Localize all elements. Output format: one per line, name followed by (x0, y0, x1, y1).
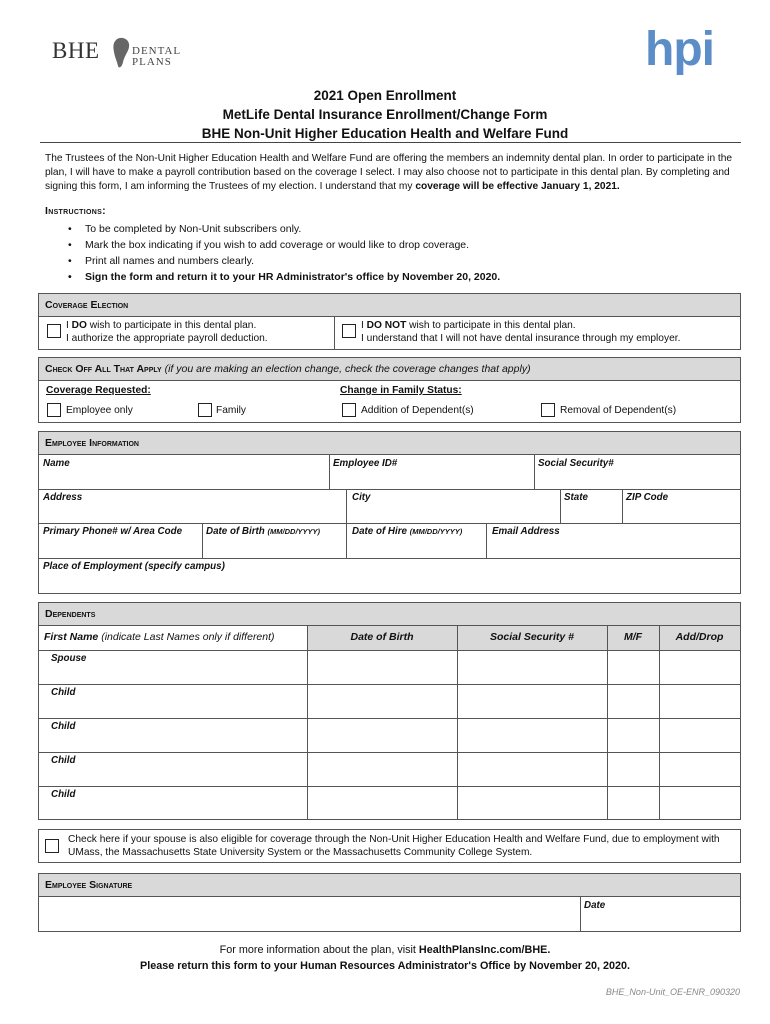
place-label: Place of Employment (specify campus) (43, 561, 225, 572)
col-first-name (44, 631, 275, 643)
row-divider (39, 718, 740, 719)
do-bold: DO (71, 320, 87, 331)
donot-prefix: I (361, 320, 367, 331)
coverage-election-heading: Coverage Election (39, 294, 740, 317)
divider (457, 626, 458, 819)
employee-information-heading: Employee Information (39, 432, 740, 455)
signature-date-field[interactable] (580, 897, 740, 931)
footer-info-prefix: For more information about the plan, visit (219, 944, 419, 956)
instruction-item: • Mark the box indicating if you wish to add coverage or would like to drop coverage. (68, 237, 500, 253)
title-line-3: BHE Non-Unit Higher Education Health and Welfare Fund (201, 126, 569, 141)
coverage-election-section (38, 293, 741, 350)
family-checkbox[interactable] (198, 403, 212, 417)
spouse-eligibility-section (38, 829, 741, 863)
do-not-participate-label (361, 320, 680, 345)
removal-of-dependents-checkbox[interactable] (541, 403, 555, 417)
dependent-row-child: Child (51, 755, 76, 766)
ssn-label: Social Security# (538, 458, 614, 469)
row-divider (39, 786, 740, 787)
check-off-heading (39, 358, 740, 381)
city-field[interactable] (346, 489, 560, 523)
check-off-title: Check Off All That Apply (45, 363, 162, 375)
col-social-security: Social Security # (489, 631, 575, 643)
date-of-hire-field[interactable] (346, 523, 486, 558)
row-divider (39, 650, 740, 651)
email-field[interactable] (486, 523, 740, 558)
dental-line: DENTAL (132, 45, 182, 57)
dob-label: Date of Birth (206, 526, 265, 537)
donot-line1: wish to participate in this dental plan. (406, 320, 576, 331)
footer-return-text: Please return this form to your Human Resources Administrator's Office by November 20, 2020. (140, 960, 630, 972)
signature-field[interactable] (39, 897, 580, 931)
divider (659, 626, 660, 819)
instruction-item: • Print all names and numbers clearly. (68, 253, 500, 269)
donot-line2: I understand that I will not have dental insurance through my employer. (361, 332, 681, 344)
plans-line: PLANS (132, 56, 172, 68)
coverage-requested-label: Coverage Requested: (46, 385, 151, 396)
place-of-employment-field[interactable] (39, 558, 740, 593)
name-field[interactable] (39, 455, 329, 489)
first-name-note: (indicate Last Names only if different) (101, 631, 275, 643)
row-divider (39, 684, 740, 685)
do-not-participate-checkbox[interactable] (342, 324, 356, 338)
footer-info (0, 942, 770, 958)
form-title (0, 86, 770, 143)
title-line-2: MetLife Dental Insurance Enrollment/Change Form (222, 107, 548, 122)
do-prefix: I (66, 320, 72, 331)
family-label: Family (216, 405, 246, 416)
dependent-row-spouse: Spouse (51, 653, 87, 664)
donot-bold: DO NOT (366, 320, 407, 331)
title-line-1: 2021 Open Enrollment (313, 88, 457, 103)
col-add-drop: Add/Drop (675, 631, 724, 643)
dependents-heading: Dependents (39, 603, 740, 626)
first-name-label: First Name (44, 631, 99, 643)
do-participate-checkbox[interactable] (47, 324, 61, 338)
email-label: Email Address (492, 526, 560, 537)
phone-field[interactable] (39, 523, 202, 558)
spouse-eligible-checkbox[interactable] (45, 839, 59, 853)
form-code: BHE_Non-Unit_OE-ENR_090320 (605, 987, 740, 997)
bhe-logo-text: BHE (52, 38, 100, 63)
divider (307, 626, 308, 819)
date-of-birth-field[interactable] (202, 523, 346, 558)
divider (607, 626, 608, 819)
addition-of-dependents-checkbox[interactable] (342, 403, 356, 417)
employee-signature-section (38, 873, 741, 932)
doh-label: Date of Hire (352, 526, 407, 537)
doh-format: (MM/DD/YYYY) (409, 527, 463, 536)
check-off-section (38, 357, 741, 423)
removal-of-dependents-label: Removal of Dependent(s) (560, 405, 677, 416)
city-label: City (352, 492, 371, 503)
tooth-icon (110, 36, 132, 70)
check-off-note: (if you are making an election change, check the coverage changes that apply) (164, 363, 531, 375)
intro-paragraph (45, 152, 745, 194)
do-line2: I authorize the appropriate payroll deduction. (66, 332, 268, 344)
address-label: Address (43, 492, 83, 503)
instructions-heading: Instructions: (45, 205, 106, 217)
instruction-item-deadline: • Sign the form and return it to your HR Administrator's office by November 20, 2020. (68, 269, 500, 285)
dependents-section (38, 602, 741, 820)
title-divider (40, 142, 741, 143)
change-family-status-label: Change in Family Status: (340, 385, 462, 396)
employee-only-label: Employee only (66, 405, 133, 416)
zip-label: ZIP Code (626, 492, 669, 503)
name-label: Name (43, 458, 70, 469)
state-label: State (564, 492, 588, 503)
bhe-dental-plans-logo (52, 30, 182, 74)
intro-effective-date: coverage will be effective January 1, 2021. (415, 181, 620, 192)
do-participate-label (66, 320, 268, 345)
phone-label: Primary Phone# w/ Area Code (43, 526, 183, 537)
state-field[interactable] (560, 489, 622, 523)
address-field[interactable] (39, 489, 346, 523)
col-mf: M/F (623, 631, 643, 643)
col-date-of-birth: Date of Birth (350, 631, 414, 643)
addition-of-dependents-label: Addition of Dependent(s) (361, 405, 474, 416)
instructions-list (68, 221, 500, 285)
ssn-field[interactable] (534, 455, 740, 489)
footer (0, 942, 770, 974)
divider (334, 317, 335, 350)
do-line1: wish to participate in this dental plan. (86, 320, 257, 331)
employee-only-checkbox[interactable] (47, 403, 61, 417)
employee-signature-heading: Employee Signature (39, 874, 740, 897)
dental-plans-text (132, 46, 181, 68)
instruction-item: • To be completed by Non-Unit subscribers only. (68, 221, 500, 237)
dob-format: (MM/DD/YYYY) (267, 527, 321, 536)
zip-field[interactable] (622, 489, 740, 523)
intro-text: The Trustees of the Non-Unit Higher Education Health and Welfare Fund are offering the members an indemnity dental plan. In order to participate in the plan, I will have to make a payroll contribution based on the coverage I select. I may also choose not to participate in this dental plan. By completing and signing this form, I am informing the Trustees of my election. I understand that my (45, 153, 733, 192)
footer-link[interactable]: HealthPlansInc.com/BHE. (418, 944, 551, 956)
row-divider (39, 752, 740, 753)
hpi-logo: hpi (645, 23, 714, 76)
dependent-row-child: Child (51, 721, 76, 732)
employee-id-label: Employee ID# (333, 458, 398, 469)
employee-id-field[interactable] (329, 455, 534, 489)
spouse-eligible-text: Check here if your spouse is also eligible for coverage through the Non-Unit Higher Education Health and Welfare Fund, due to employment with UMass, the Massachusetts State University System or the Massachusetts Community College System. (68, 834, 720, 858)
date-label: Date (584, 900, 606, 911)
dependent-row-child: Child (51, 789, 76, 800)
employee-information-section (38, 431, 741, 594)
dependent-row-child: Child (51, 687, 76, 698)
